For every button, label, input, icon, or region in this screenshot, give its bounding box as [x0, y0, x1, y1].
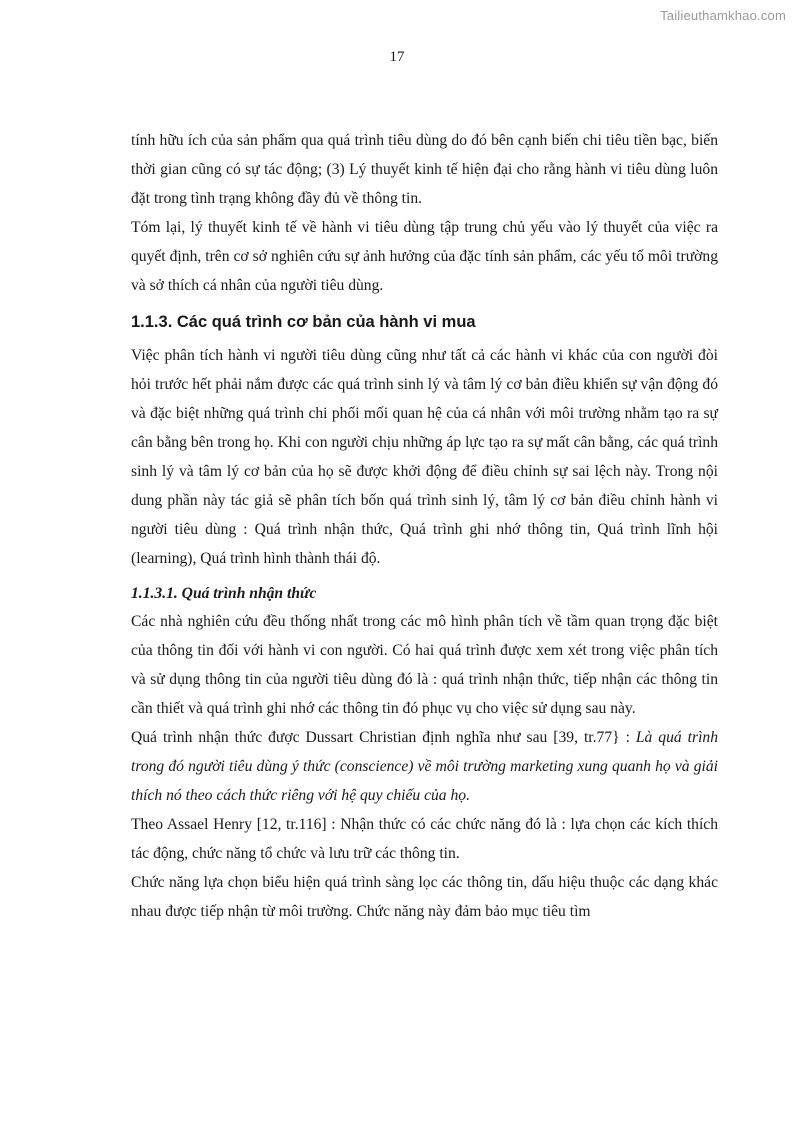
- page-number: 17: [389, 49, 405, 65]
- paragraph: Theo Assael Henry [12, tr.116] : Nhận thức có các chức năng đó là : lựa chọn các kích thích tác động, chức năng tổ chức và lưu trữ các thông tin.: [131, 816, 718, 862]
- subsection-heading: 1.1.3.1. Quá trình nhận thức: [131, 585, 317, 602]
- paragraph: Việc phân tích hành vi người tiêu dùng cũng như tất cả các hành vi khác của con người đòi hỏi trước hết phải nắm được các quá trình sinh lý và tâm lý cơ bản điều khiển sự vận động đó và đặc biệt những quá trình chi phối mối quan hệ của cá nhân với môi trường nhằm tạo ra sự cân bằng bên trong họ. Khi con người chịu những áp lực tạo ra sự mất cân bằng, các quá trình sinh lý và tâm lý cơ bản của họ sẽ được khởi động để điều chỉnh sự sai lệch này. Trong nội dung phần này tác giả sẽ phân tích bốn quá trình sinh lý, tâm lý cơ bản điều chỉnh hành vi người tiêu dùng : Quá trình nhận thức, Quá trình ghi nhớ thông tin, Quá trình lĩnh hội (learning), Quá trình hình thành thái độ.: [131, 347, 718, 567]
- definition-paragraph: [131, 723, 718, 810]
- definition-quote: Là quá trình trong đó người tiêu dùng ý thức (conscience) về môi trường marketing xung quanh họ và giải thích nó theo cách thức riêng với hệ quy chiếu của họ.: [131, 729, 718, 804]
- paragraph: Các nhà nghiên cứu đều thống nhất trong các mô hình phân tích về tầm quan trọng đặc biệt của thông tin đối với hành vi con người. Có hai quá trình được xem xét trong việc phân tích và sử dụng thông tin của người tiêu dùng đó là : quá trình nhận thức, tiếp nhận các thông tin cần thiết và quá trình ghi nhớ các thông tin đó phục vụ cho việc sử dụng sau này.: [131, 613, 718, 717]
- definition-lead: Quá trình nhận thức được Dussart Christian định nghĩa như sau [39, tr.77} :: [131, 729, 636, 746]
- paragraph: tính hữu ích của sản phẩm qua quá trình tiêu dùng do đó bên cạnh biến chi tiêu tiền bạc, biến thời gian cũng có sự tác động; (3) Lý thuyết kinh tế hiện đại cho rằng hành vi tiêu dùng luôn đặt trong tình trạng không đầy đủ về thông tin.: [131, 132, 718, 207]
- document-body: [131, 126, 718, 926]
- watermark: Tailieuthamkhao.com: [660, 8, 786, 23]
- section-heading: 1.1.3. Các quá trình cơ bản của hành vi mua: [131, 313, 476, 331]
- paragraph: Chức năng lựa chọn biểu hiện quá trình sàng lọc các thông tin, dấu hiệu thuộc các dạng khác nhau được tiếp nhận từ môi trường. Chức năng này đảm bảo mục tiêu tìm: [131, 874, 718, 920]
- paragraph: Tóm lại, lý thuyết kinh tế về hành vi tiêu dùng tập trung chủ yếu vào lý thuyết của việc ra quyết định, trên cơ sở nghiên cứu sự ảnh hưởng của đặc tính sản phẩm, các yếu tố môi trường và sở thích cá nhân của người tiêu dùng.: [131, 219, 718, 294]
